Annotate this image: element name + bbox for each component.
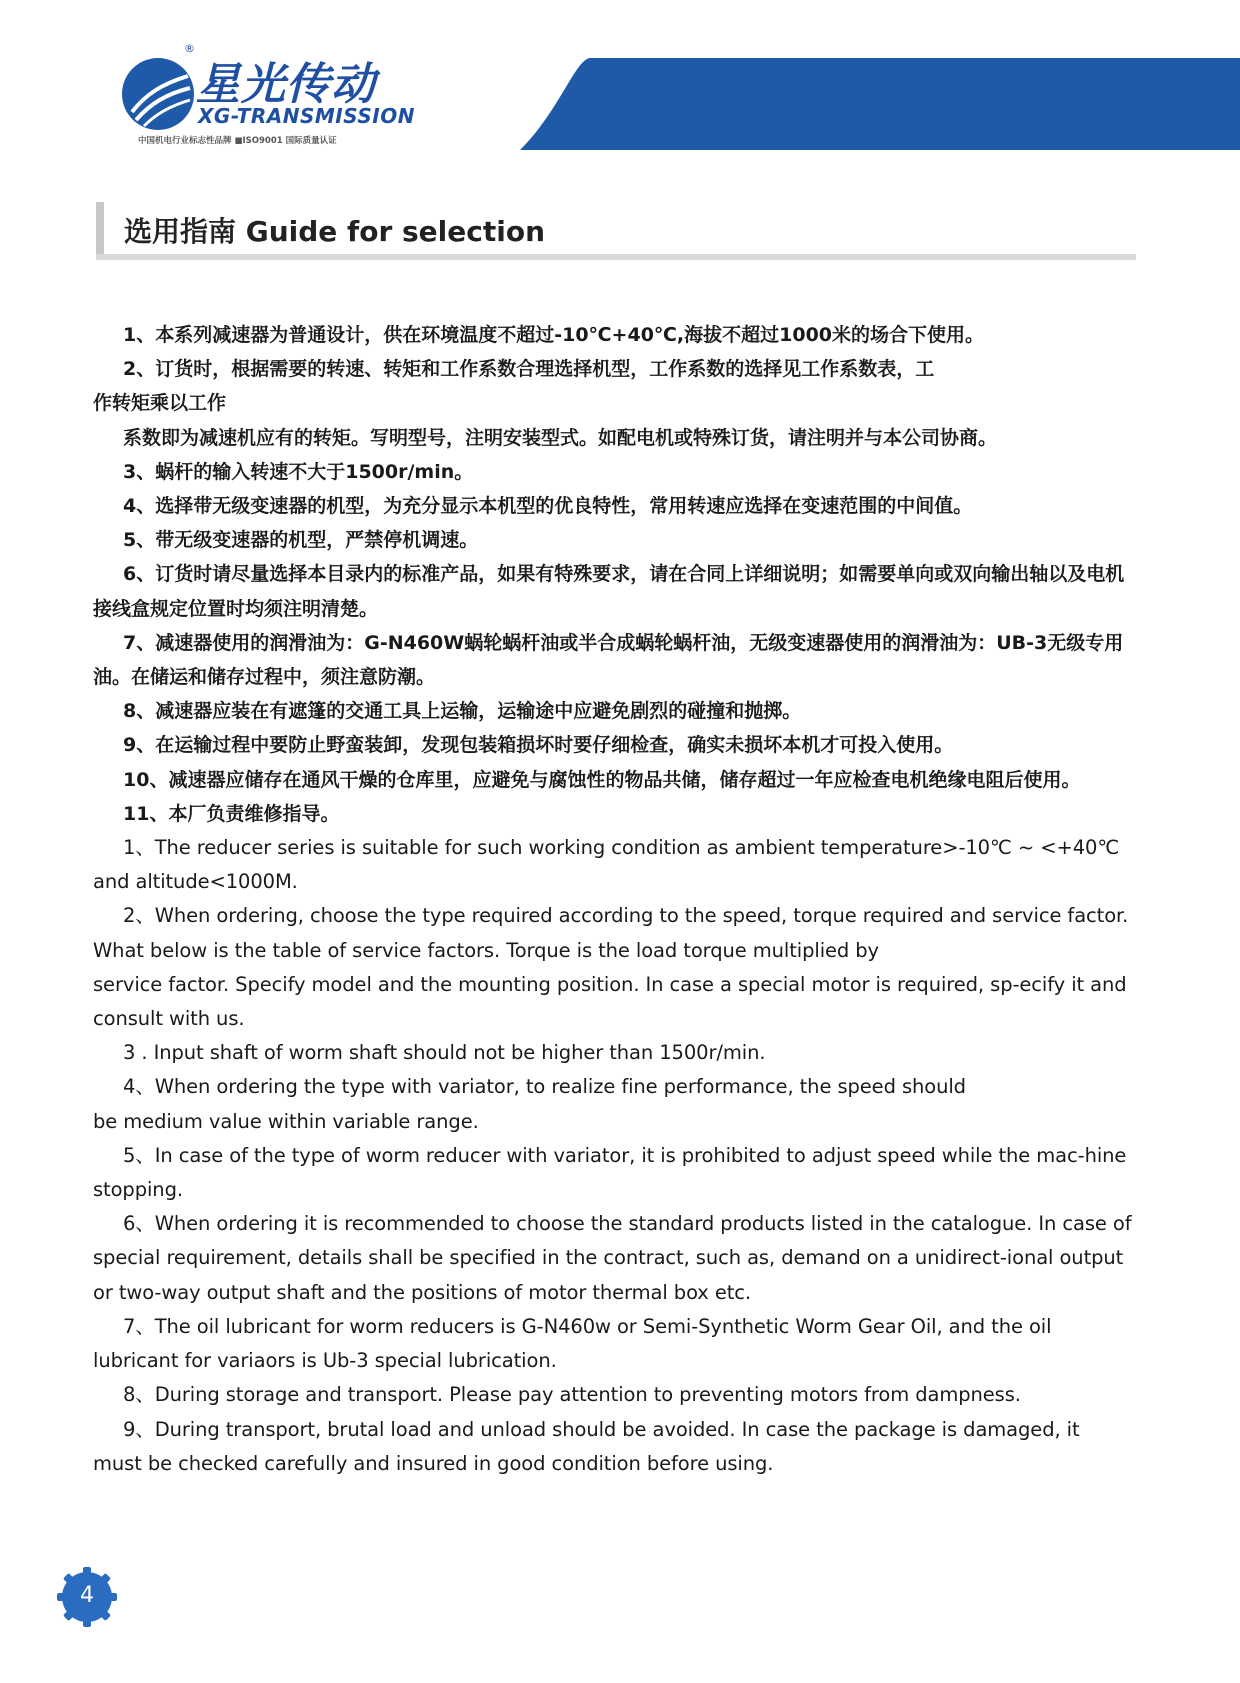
cn-item-3: 3、蜗杆的输入转速不大于1500r/min。 — [123, 460, 474, 483]
en-item-6: 6、When ordering it is recommended to choose the standard products listed in the catalogue. In case of special requirement, details shall be specified in the contract, such as, demand on a unidirect-ional output or two-way output shaft and the positions of motor thermal box etc. — [93, 1212, 1132, 1304]
cn-item-9: 9、在运输过程中要防止野蛮装卸，发现包装箱损坏时要仔细检查，确实未损坏本机才可投入使用。 — [123, 734, 954, 757]
logo-tagline: 中国机电行业标志性品牌 ■ISO9001 国际质量认证 — [138, 136, 337, 146]
cn-item-8: 8、减速器应装在有遮篷的交通工具上运输，运输途中应避免剧烈的碰撞和抛掷。 — [123, 700, 802, 723]
guide-content — [93, 318, 1133, 1481]
title-underline — [96, 254, 1136, 260]
cn-item-6: 6、订货时请尽量选择本目录内的标准产品，如果有特殊要求，请在合同上详细说明；如需要单向或双向输出轴以及电机接线盒规定位置时均须注明清楚。 — [93, 563, 1125, 620]
en-item-2a: 2、When ordering, choose the type required according to the speed, torque required and service factor. What below is the table of service factors. Torque is the load torque multiplied by — [93, 904, 1129, 962]
cn-item-11: 11、本厂负责维修指导。 — [123, 802, 340, 825]
en-item-1: 1、The reducer series is suitable for such working condition as ambient temperature>-10℃ ~ <+40℃ and altitude<1000M. — [93, 836, 1120, 894]
section-title: 选用指南 Guide for selection — [124, 215, 546, 248]
en-item-7: 7、The oil lubricant for worm reducers is G-N460w or Semi-Synthetic Worm Gear Oil, and the oil lubricant for variaors is Ub-3 special lubrication. — [93, 1314, 1052, 1373]
cn-item-7: 7、减速器使用的润滑油为：G-N460W蜗轮蜗杆油或半合成蜗轮蜗杆油，无级变速器使用的润滑油为：UB-3无级专用油。在储运和储存过程中，须注意防潮。 — [93, 631, 1124, 689]
en-item-3: 3 . Input shaft of worm shaft should not be higher than 1500r/min. — [123, 1041, 766, 1065]
en-item-9: 9、During transport, brutal load and unload should be avoided. In case the package is damaged, it must be checked carefully and insured in good condition before using. — [93, 1417, 1080, 1475]
cn-item-4: 4、选择带无级变速器的机型，为充分显示本机型的优良特性，常用转速应选择在变速范围的中间值。 — [123, 495, 973, 518]
cn-item-5: 5、带无级变速器的机型，严禁停机调速。 — [123, 529, 479, 552]
company-logo — [118, 40, 418, 150]
logo-registered-mark: ® — [184, 42, 195, 55]
cn-item-2b: 作转矩乘以工作 — [93, 392, 227, 415]
section-title-bar — [96, 202, 1136, 262]
logo-emblem-icon — [118, 54, 198, 134]
cn-item-2c: 系数即为减速机应有的转矩。写明型号，注明安装型式。如配电机或特殊订货，请注明并与本公司协商。 — [123, 426, 998, 449]
page-number-badge — [56, 1566, 118, 1628]
cn-item-10: 10、减速器应储存在通风干燥的仓库里，应避免与腐蚀性的物品共储，储存超过一年应检查电机绝缘电阻后使用。 — [123, 768, 1081, 791]
cn-item-1: 1、本系列减速器为普通设计，供在环境温度不超过-10℃+40℃,海拔不超过1000米的场合下使用。 — [123, 324, 985, 346]
logo-chinese-name: 星光传动 — [196, 59, 376, 110]
page-header — [0, 0, 1240, 170]
en-item-5: 5、In case of the type of worm reducer with variator, it is prohibited to adjust speed while the mac-hine stopping. — [93, 1143, 1127, 1202]
cn-item-2a: 2、订货时，根据需要的转速、转矩和工作系数合理选择机型，工作系数的选择见工作系数表，工 — [123, 358, 935, 381]
en-item-8: 8、During storage and transport. Please pay attention to preventing motors from dampness. — [123, 1383, 1021, 1407]
en-item-4b: be medium value within variable range. — [93, 1109, 479, 1133]
title-accent-bar — [96, 202, 104, 260]
page-number: 4 — [80, 1583, 94, 1608]
en-item-2b: service factor. Specify model and the mounting position. In case a special motor is required, sp-ecify it and consult with us. — [93, 972, 1127, 1031]
en-item-4a: 4、When ordering the type with variator, to realize fine performance, the speed should — [123, 1075, 966, 1099]
logo-english-name: XG-TRANSMISSION — [198, 104, 415, 128]
